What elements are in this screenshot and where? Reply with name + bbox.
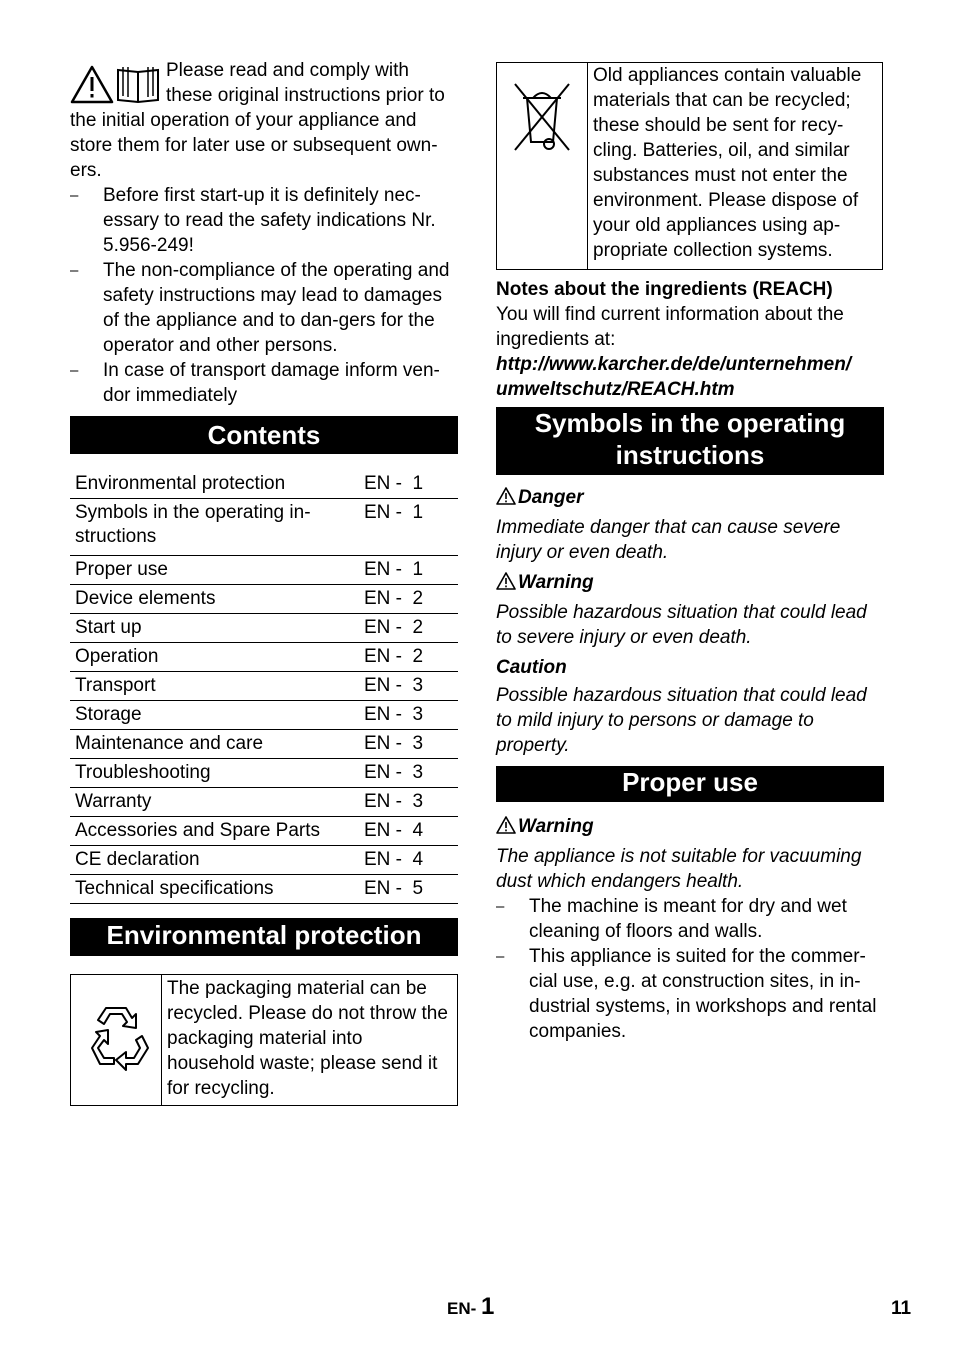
reach-link-line1[interactable]: http://www.karcher.de/de/unternehmen/ (496, 354, 852, 375)
toc-page: EN - 2 (360, 643, 458, 672)
list-item: – The machine is meant for dry and wet cleaning of floors and walls. (496, 894, 884, 944)
toc-title: Environmental protection (70, 470, 360, 499)
toc-title: Proper use (70, 556, 360, 585)
intro-section (70, 58, 458, 183)
toc-title: Troubleshooting (70, 759, 360, 788)
table-row[interactable] (70, 672, 458, 701)
toc-title: Symbols in the operating in-structions (70, 499, 360, 556)
toc-title: Warranty (70, 788, 360, 817)
list-item: – The non-compliance of the operating and safety instructions may lead to damages of the appliance and to dan-gers for the operator and other persons. (70, 258, 458, 358)
caution-text: Possible hazardous situation that could lead to mild injury to persons or damage to property. (496, 685, 867, 756)
intro-bullets (70, 183, 458, 408)
table-row[interactable] (70, 585, 458, 614)
toc-page: EN - 2 (360, 585, 458, 614)
toc-page: EN - 3 (360, 730, 458, 759)
warning-triangle-icon (496, 572, 518, 597)
toc-title: Maintenance and care (70, 730, 360, 759)
warning-text: Possible hazardous situation that could lead to severe injury or even death. (496, 602, 867, 648)
page-number: 1 (481, 1293, 495, 1320)
toc-title: Storage (70, 701, 360, 730)
proper-use-warning-title (496, 814, 884, 841)
toc-title: Start up (70, 614, 360, 643)
list-item: – Before first start-up it is definitely nec-essary to read the safety indications Nr. 5.956-249! (70, 183, 458, 258)
danger-title (496, 485, 884, 512)
table-row[interactable] (70, 875, 458, 904)
toc-title: Device elements (70, 585, 360, 614)
symbols-heading-line1: Symbols in the operating (534, 408, 846, 438)
caution-title: Caution (496, 657, 567, 678)
reach-title: Notes about the ingredients (REACH) (496, 279, 833, 300)
packaging-notice-box (70, 974, 458, 1106)
crossed-bin-icon (507, 140, 577, 161)
table-row[interactable] (70, 817, 458, 846)
danger-label: Danger (518, 487, 584, 508)
warning-title (496, 570, 884, 597)
sheet-number: 11 (891, 1298, 912, 1319)
table-row[interactable] (70, 556, 458, 585)
list-item: – In case of transport damage inform ven-dor immediately (70, 358, 458, 408)
symbols-heading-line2: instructions (615, 440, 765, 470)
list-item: – This appliance is suited for the commer-cial use, e.g. at construction sites, in in-dustrial systems, in workshops and rental companies. (496, 944, 884, 1044)
left-column (70, 58, 458, 1106)
table-row[interactable] (70, 730, 458, 759)
toc-title: CE declaration (70, 846, 360, 875)
table-row[interactable] (70, 643, 458, 672)
table-row[interactable] (70, 470, 458, 499)
toc-page: EN - 1 (360, 556, 458, 585)
table-row[interactable] (70, 788, 458, 817)
warning-triangle-icon (496, 816, 518, 841)
proper-use-bullets (496, 894, 884, 1044)
warning-triangle-icon (496, 487, 518, 512)
table-row[interactable] (70, 846, 458, 875)
bin-icon-cell (497, 63, 588, 270)
proper-use-heading: Proper use (496, 766, 884, 802)
toc-title: Operation (70, 643, 360, 672)
packaging-text: The packaging material can be recycled. Please do not throw the packaging material into household waste; please send it for recycling. (162, 975, 458, 1106)
reach-link-line2[interactable]: umweltschutz/REACH.htm (496, 379, 735, 400)
toc-title: Technical specifications (70, 875, 360, 904)
contents-heading: Contents (70, 416, 458, 454)
toc-page: EN - 3 (360, 788, 458, 817)
symbols-heading (496, 407, 884, 475)
toc-page: EN - 3 (360, 701, 458, 730)
toc-page: EN - 4 (360, 846, 458, 875)
old-appliances-text: Old appliances contain valuable materials that can be recycled; these should be sent for recy-cling. Batteries, oil, and similar substances must not enter the environment. Please dispose of your old appliances using ap-propriate collection systems. (588, 63, 883, 270)
proper-use-warning-text: The appliance is not suitable for vacuuming dust which endangers health. (496, 846, 862, 892)
page-label (447, 1294, 494, 1321)
recycle-icon (76, 1060, 156, 1081)
right-column (496, 62, 884, 1044)
danger-text: Immediate danger that can cause severe injury or even death. (496, 517, 841, 563)
contents-table (70, 470, 458, 904)
toc-page: EN - 2 (360, 614, 458, 643)
toc-page: EN - 4 (360, 817, 458, 846)
proper-use-warning-label: Warning (518, 816, 594, 837)
toc-page: EN - 3 (360, 672, 458, 701)
table-row[interactable] (70, 759, 458, 788)
table-row[interactable] (70, 701, 458, 730)
toc-page: EN - 1 (360, 499, 458, 556)
environmental-protection-heading: Environmental protection (70, 918, 458, 956)
page-prefix: EN- (447, 1299, 477, 1318)
toc-page: EN - 5 (360, 875, 458, 904)
reach-text: You will find current information about the ingredients at: (496, 304, 844, 350)
recycle-icon-cell (71, 975, 162, 1106)
toc-title: Transport (70, 672, 360, 701)
table-row[interactable] (70, 499, 458, 556)
warning-manual-icon (70, 64, 162, 106)
warning-label: Warning (518, 572, 594, 593)
toc-page: EN - 1 (360, 470, 458, 499)
intro-text: Please read and comply with these original instructions prior to the initial operation of your appliance and store them for later use or subsequent own-ers. (70, 60, 445, 181)
table-row[interactable] (70, 614, 458, 643)
toc-title: Accessories and Spare Parts (70, 817, 360, 846)
old-appliances-box (496, 62, 883, 270)
toc-page: EN - 3 (360, 759, 458, 788)
